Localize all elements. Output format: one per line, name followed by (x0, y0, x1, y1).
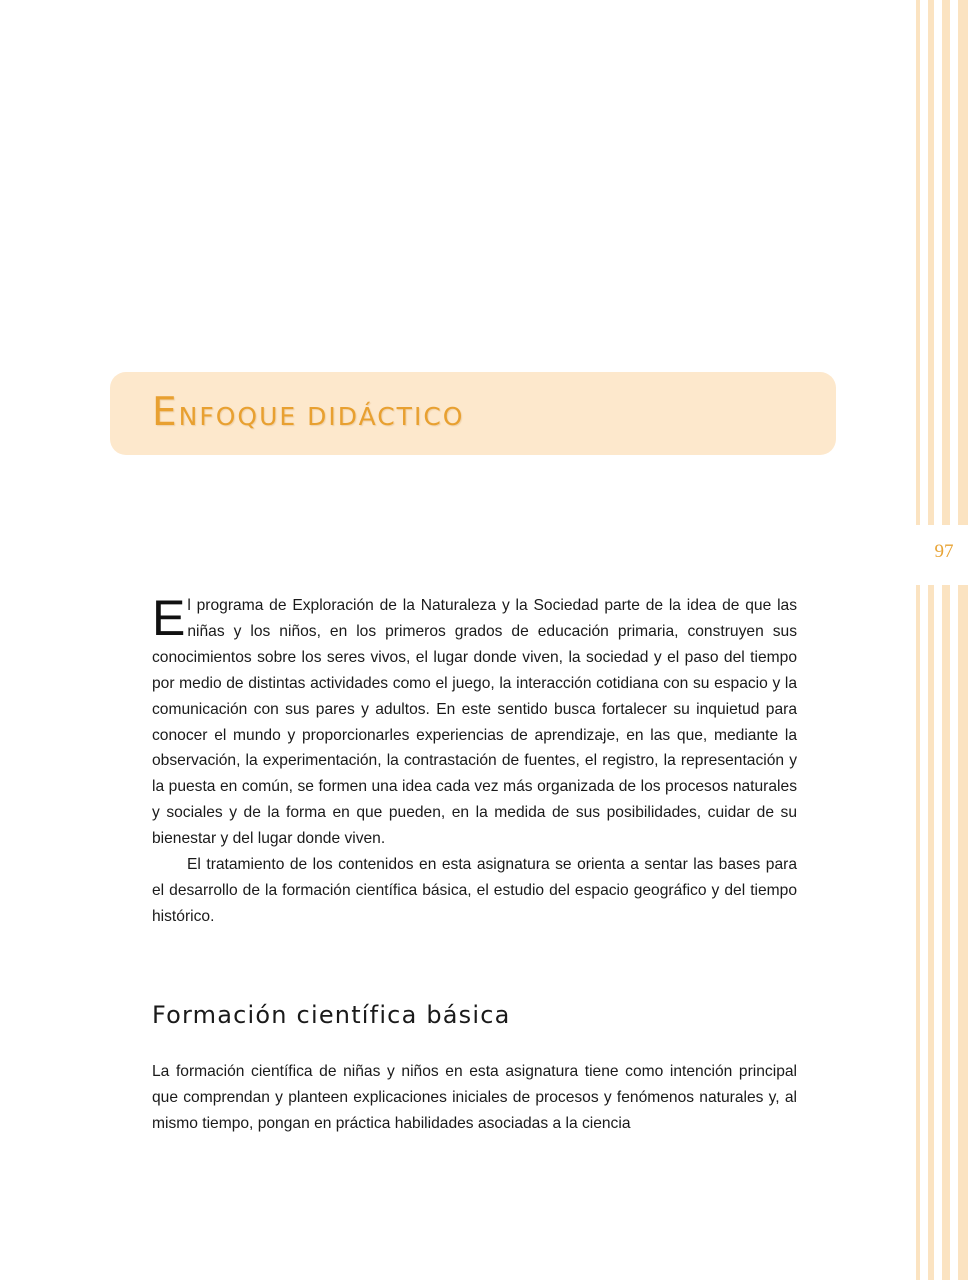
title-first-letter: E (152, 390, 179, 435)
page-number: 97 (934, 541, 954, 562)
section-text (152, 1059, 797, 1137)
stripe (928, 0, 934, 1280)
section-heading: Formación científica básica (152, 1001, 511, 1029)
stripe (958, 0, 968, 1280)
intro-paragraph-2: El tratamiento de los contenidos en esta asignatura se orienta a sentar las bases para el desarrollo de la formación científica básica, el estudio del espacio geográfico y del tiempo histórico. (152, 856, 797, 925)
intro-paragraph-1 (152, 590, 797, 852)
intro-text (152, 590, 797, 930)
section-paragraph: La formación científica de niñas y niños en esta asignatura tiene como intención principal que comprendan y planteen explicaciones iniciales de procesos y fenómenos naturales y, al mismo tiempo, pongan en práctica habilidades asociadas a la ciencia (152, 1063, 797, 1132)
stripe (942, 0, 950, 1280)
stripe (916, 0, 920, 1280)
title-band (110, 372, 836, 455)
decorative-stripes (914, 0, 972, 1280)
intro-paragraph-1-text: l programa de Exploración de la Naturaleza y la Sociedad parte de la idea de que las niñas y los niños, en los primeros grados de educación primaria, construyen sus conocimientos sobre los seres vivos, el lugar donde viven, la sociedad y el paso del tiempo por medio de distintas actividades como el juego, la interacción cotidiana con su espacio y la comunicación con sus pares y adultos. En este sentido busca fortalecer su inquietud para conocer el mundo y proporcionarles experiencias de aprendizaje, en las que, mediante la observación, la experimentación, la contrastación de fuentes, el registro, la representación y la puesta en común, se formen una idea cada vez más organizada de los procesos naturales y sociales y de la forma en que pueden, en la medida de sus posibilidades, cuidar de su bienestar y del lugar donde viven. (152, 597, 797, 848)
drop-cap: E (152, 590, 186, 646)
page-title (152, 390, 464, 435)
title-rest: NFOQUE DIDÁCTICO (178, 402, 465, 431)
